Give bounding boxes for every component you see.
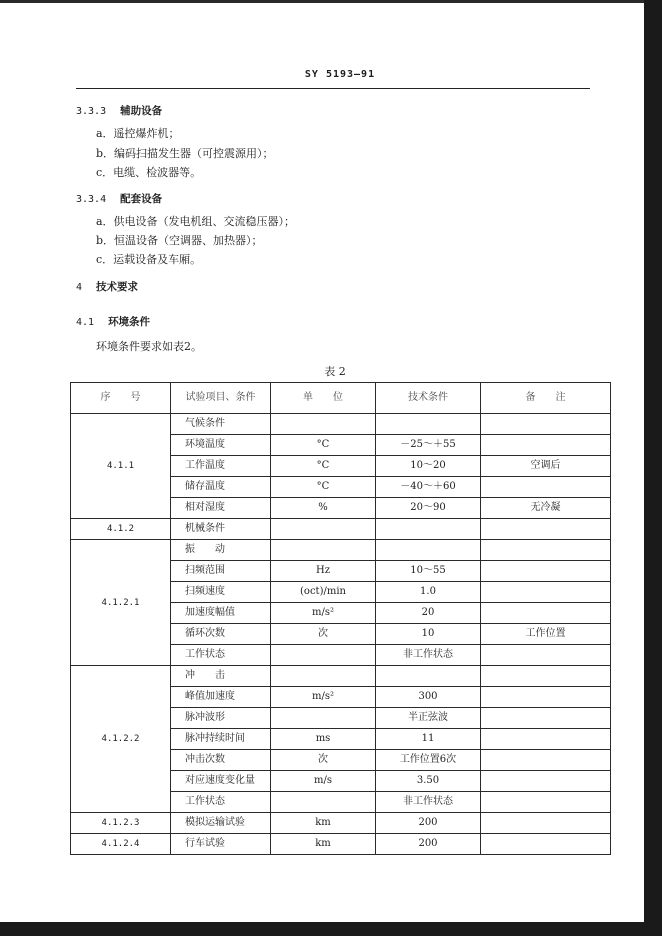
unit-cell: [271, 645, 376, 666]
list-item: c．电缆、检波器等。: [96, 166, 202, 179]
seq-cell: 4.1.2.2: [71, 666, 171, 813]
spec-cell: 非工作状态: [376, 792, 481, 813]
table-row: [71, 666, 611, 687]
unit-cell: [271, 708, 376, 729]
item-cell: 环境温度: [171, 435, 271, 456]
unit-cell: (oct)/min: [271, 582, 376, 603]
scan-edge-top: [0, 0, 662, 3]
spec-cell: [376, 414, 481, 435]
section-number: 3.3.3: [76, 106, 107, 117]
item-cell: 模拟运输试验: [171, 813, 271, 834]
spec-cell: 半正弦波: [376, 708, 481, 729]
spec-cell: 10: [376, 624, 481, 645]
table-row: [71, 834, 611, 855]
spec-cell: 1.0: [376, 582, 481, 603]
unit-cell: °C: [271, 477, 376, 498]
item-cell: 脉冲波形: [171, 708, 271, 729]
note-cell: [481, 645, 611, 666]
header-note: 备 注: [481, 383, 611, 414]
spec-cell: 非工作状态: [376, 645, 481, 666]
section-heading-4-1: [76, 314, 150, 329]
note-cell: [481, 477, 611, 498]
scan-edge-bottom: [0, 922, 662, 936]
spec-cell: 20～90: [376, 498, 481, 519]
section-heading-3-3-4: [76, 191, 162, 206]
note-cell: [481, 582, 611, 603]
note-cell: 空调后: [481, 456, 611, 477]
table-header-row: [71, 383, 611, 414]
note-cell: 工作位置: [481, 624, 611, 645]
spec-cell: [376, 519, 481, 540]
note-cell: [481, 603, 611, 624]
spec-cell: 200: [376, 834, 481, 855]
section-number: 4.1: [76, 317, 95, 328]
note-cell: [481, 813, 611, 834]
note-cell: [481, 687, 611, 708]
unit-cell: km: [271, 813, 376, 834]
item-cell: 相对湿度: [171, 498, 271, 519]
seq-cell: 4.1.1: [71, 414, 171, 519]
unit-cell: [271, 792, 376, 813]
header-rule: [76, 88, 590, 89]
seq-cell: 4.1.2: [71, 519, 171, 540]
note-cell: [481, 792, 611, 813]
item-cell: 工作温度: [171, 456, 271, 477]
spec-cell: －25～＋55: [376, 435, 481, 456]
note-cell: [481, 435, 611, 456]
scan-edge-right: [644, 0, 662, 936]
unit-cell: m/s: [271, 771, 376, 792]
unit-cell: °C: [271, 435, 376, 456]
unit-cell: m/s²: [271, 687, 376, 708]
table-row: [71, 414, 611, 435]
spec-cell: 11: [376, 729, 481, 750]
list-item: c．运载设备及车厢。: [96, 253, 202, 266]
list-item: a．供电设备（发电机组、交流稳压器）；: [96, 215, 296, 228]
section-title: 环境条件: [108, 316, 151, 328]
section-heading-4: [76, 279, 138, 294]
spec-cell: 300: [376, 687, 481, 708]
note-cell: [481, 414, 611, 435]
unit-cell: ms: [271, 729, 376, 750]
item-cell: 工作状态: [171, 645, 271, 666]
unit-cell: °C: [271, 456, 376, 477]
paragraph: 环境条件要求如表2。: [96, 340, 202, 353]
item-cell: 脉冲持续时间: [171, 729, 271, 750]
item-cell: 储存温度: [171, 477, 271, 498]
spec-cell: 10～55: [376, 561, 481, 582]
note-cell: [481, 708, 611, 729]
item-cell: 行车试验: [171, 834, 271, 855]
item-cell: 峰值加速度: [171, 687, 271, 708]
table-row: [71, 540, 611, 561]
table-row: [71, 813, 611, 834]
item-cell: 循环次数: [171, 624, 271, 645]
section-title: 配套设备: [120, 193, 163, 205]
table-row: [71, 519, 611, 540]
spec-cell: 3.50: [376, 771, 481, 792]
note-cell: [481, 519, 611, 540]
list-item: b．编码扫描发生器（可控震源用）；: [96, 147, 274, 160]
item-cell: 工作状态: [171, 792, 271, 813]
list-item: a．遥控爆炸机；: [96, 127, 180, 140]
item-cell: 冲 击: [171, 666, 271, 687]
spec-cell: 10～20: [376, 456, 481, 477]
note-cell: 无冷凝: [481, 498, 611, 519]
unit-cell: m/s²: [271, 603, 376, 624]
unit-cell: Hz: [271, 561, 376, 582]
unit-cell: 次: [271, 750, 376, 771]
note-cell: [481, 750, 611, 771]
unit-cell: 次: [271, 624, 376, 645]
spec-cell: 工作位置6次: [376, 750, 481, 771]
note-cell: [481, 540, 611, 561]
spec-cell: 200: [376, 813, 481, 834]
header-seq: 序 号: [71, 383, 171, 414]
unit-cell: [271, 666, 376, 687]
section-heading-3-3-3: [76, 103, 162, 118]
item-cell: 对应速度变化量: [171, 771, 271, 792]
seq-cell: 4.1.2.3: [71, 813, 171, 834]
section-title: 技术要求: [96, 281, 139, 293]
section-title: 辅助设备: [120, 105, 163, 117]
note-cell: [481, 666, 611, 687]
table-caption: 表 2: [324, 365, 346, 378]
note-cell: [481, 729, 611, 750]
seq-cell: 4.1.2.4: [71, 834, 171, 855]
item-cell: 气候条件: [171, 414, 271, 435]
unit-cell: [271, 519, 376, 540]
spec-cell: [376, 666, 481, 687]
unit-cell: %: [271, 498, 376, 519]
section-number: 3.3.4: [76, 194, 107, 205]
item-cell: 机械条件: [171, 519, 271, 540]
header-spec: 技术条件: [376, 383, 481, 414]
environment-conditions-table: [70, 382, 611, 855]
header-item: 试验项目、条件: [171, 383, 271, 414]
spec-cell: [376, 540, 481, 561]
header-unit: 单 位: [271, 383, 376, 414]
item-cell: 扫频速度: [171, 582, 271, 603]
note-cell: [481, 771, 611, 792]
list-item: b．恒温设备（空调器、加热器）；: [96, 234, 263, 247]
unit-cell: [271, 540, 376, 561]
seq-cell: 4.1.2.1: [71, 540, 171, 666]
note-cell: [481, 834, 611, 855]
unit-cell: [271, 414, 376, 435]
item-cell: 振 动: [171, 540, 271, 561]
item-cell: 加速度幅值: [171, 603, 271, 624]
spec-cell: 20: [376, 603, 481, 624]
unit-cell: km: [271, 834, 376, 855]
spec-cell: －40～＋60: [376, 477, 481, 498]
item-cell: 扫频范围: [171, 561, 271, 582]
standard-code-header: SY 5193—91: [304, 69, 376, 80]
note-cell: [481, 561, 611, 582]
item-cell: 冲击次数: [171, 750, 271, 771]
section-number: 4: [76, 282, 83, 293]
